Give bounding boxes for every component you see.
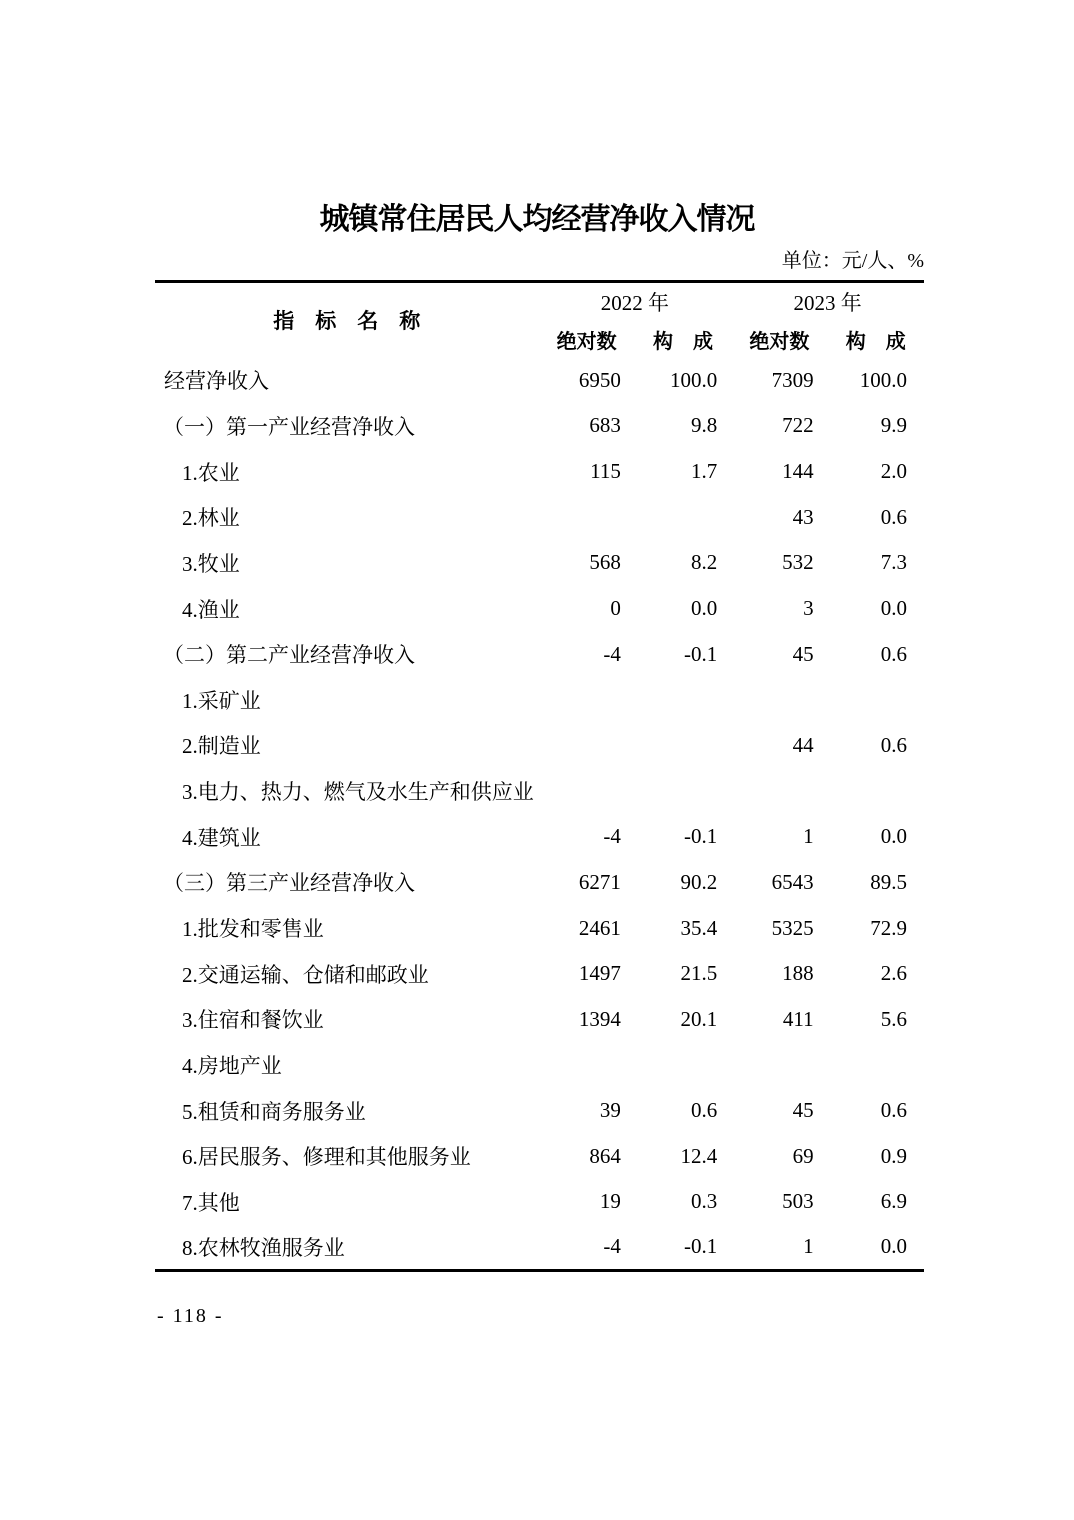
table-row [155,814,924,860]
value-cell: 1497 [578,961,621,986]
value-cell: 683 [589,413,621,438]
value-cell [828,768,924,814]
value-cell: 0.6 [880,732,907,757]
table-row [155,860,924,906]
value-cell: 568 [589,550,621,575]
value-cell: 0 [610,596,621,621]
value-cell: 1.7 [690,459,718,484]
indicator-name: 经营净收入 [164,369,269,394]
value-cell [731,677,827,723]
value-cell: 21.5 [680,961,718,986]
value-cell: 6950 [578,367,621,392]
value-cell: 0.3 [690,1189,718,1214]
table-body [155,358,924,1271]
value-cell [828,1042,924,1088]
value-cell: -0.1 [683,1234,718,1259]
indicator-name: 1.批发和零售业 [182,917,324,941]
value-cell: 2461 [578,915,621,940]
header-absolute-2022: 绝对数 [556,330,617,353]
indicator-name: 2.交通运输、仓储和邮政业 [182,962,429,987]
table-row [155,358,924,404]
value-cell: -4 [603,824,621,849]
value-cell: 100.0 [859,367,907,392]
table-row [155,1225,924,1271]
value-cell: 115 [590,459,621,484]
value-cell: 5325 [771,915,814,940]
indicator-name: 3.电力、热力、燃气及水生产和供应业 [182,780,534,805]
value-cell [538,1042,634,1088]
value-cell: 1 [803,1234,814,1259]
value-cell: -4 [603,1234,621,1259]
indicator-name: （一）第一产业经营净收入 [163,414,415,439]
indicator-name: 1.农业 [182,460,240,485]
value-cell [731,1042,827,1088]
indicator-name: 8.农林牧渔服务业 [182,1235,345,1260]
value-cell: 1394 [578,1006,621,1031]
value-cell: 3 [803,596,814,621]
indicator-name: 6.居民服务、修理和其他服务业 [182,1145,471,1170]
value-cell [538,677,634,723]
table-row [155,951,924,997]
value-cell: 12.4 [680,1143,718,1168]
value-cell: 45 [792,1098,814,1123]
value-cell: 90.2 [680,869,718,894]
value-cell: 43 [792,504,814,529]
value-cell: 7309 [771,367,814,392]
indicator-name: （二）第二产业经营净收入 [163,643,415,668]
value-cell [635,677,731,723]
value-cell [731,768,827,814]
value-cell [538,768,634,814]
header-year-2022: 2022 年 [600,290,669,315]
value-cell: 39 [599,1098,621,1123]
value-cell: 2.0 [880,459,907,484]
value-cell [635,1042,731,1088]
value-cell: 20.1 [680,1006,718,1031]
value-cell: 1 [803,824,814,849]
table-row [155,631,924,677]
table-row [155,1042,924,1088]
value-cell: -0.1 [683,824,718,849]
value-cell: 19 [599,1189,621,1214]
table-header [155,282,924,358]
value-cell: 100.0 [669,367,718,392]
income-table [155,280,924,1272]
value-cell: 45 [792,641,814,666]
value-cell [538,723,634,769]
value-cell: 89.5 [870,869,907,894]
value-cell: 6543 [771,869,814,894]
value-cell: 722 [782,413,814,438]
value-cell: 0.0 [880,824,907,849]
table-row [155,677,924,723]
header-year-row [155,282,924,321]
value-cell: 8.2 [690,550,718,575]
table-row [155,768,924,814]
table-row [155,723,924,769]
table-row [155,1133,924,1179]
value-cell: 69 [792,1143,814,1168]
table-row [155,1088,924,1134]
value-cell: 0.6 [880,504,907,529]
indicator-name: 4.渔业 [182,597,240,622]
table-row [155,403,924,449]
value-cell: -4 [603,641,621,666]
indicator-name: 4.建筑业 [182,825,261,850]
value-cell: 0.6 [690,1098,718,1123]
value-cell: 9.8 [690,413,718,438]
value-cell: 188 [782,961,814,986]
table-row [155,494,924,540]
value-cell [635,768,731,814]
header-indicator-label: 指 标 名 称 [273,310,421,334]
indicator-name: 5.租赁和商务服务业 [182,1099,366,1124]
table-row [155,905,924,951]
table-row [155,586,924,632]
indicator-name: 4.房地产业 [182,1053,282,1078]
value-cell: 0.0 [880,1234,907,1259]
table-row [155,1179,924,1225]
value-cell: 6271 [578,869,621,894]
table-row [155,540,924,586]
page-title: 城镇常住居民人均经营净收入情况 [319,203,755,236]
value-cell: -0.1 [683,641,718,666]
header-composition-2023: 构 成 [845,330,906,353]
value-cell: 0.9 [880,1143,907,1168]
header-composition-2022: 构 成 [653,330,714,353]
value-cell: 5.6 [880,1006,907,1031]
value-cell: 6.9 [880,1189,907,1214]
value-cell: 0.0 [690,596,718,621]
value-cell: 864 [589,1143,621,1168]
indicator-name: 2.制造业 [182,734,261,759]
value-cell: 0.0 [880,596,907,621]
indicator-name: 3.住宿和餐饮业 [182,1008,324,1033]
value-cell: 7.3 [880,550,907,575]
table-row [155,449,924,495]
table-row [155,996,924,1042]
value-cell: 503 [782,1189,814,1214]
header-absolute-2023: 绝对数 [749,330,810,353]
value-cell: 2.6 [880,961,907,986]
indicator-name: 3.牧业 [182,551,240,576]
unit-note: 单位：元/人、% [781,250,924,272]
value-cell [635,494,731,540]
value-cell: 72.9 [870,915,907,940]
value-cell: 532 [782,550,814,575]
indicator-name: 2.林业 [182,506,240,531]
header-year-2023: 2023 年 [793,290,862,315]
value-cell: 0.6 [880,641,907,666]
indicator-name: 7.其他 [182,1190,240,1215]
value-cell: 411 [782,1006,814,1031]
page-number: - 118 - [157,1305,224,1327]
indicator-name: （三）第三产业经营净收入 [163,871,415,896]
value-cell: 0.6 [880,1098,907,1123]
value-cell: 44 [792,732,814,757]
value-cell [635,723,731,769]
value-cell [538,494,634,540]
value-cell [828,677,924,723]
value-cell: 9.9 [880,413,907,438]
value-cell: 144 [782,459,814,484]
indicator-name: 1.采矿业 [182,688,261,713]
value-cell: 35.4 [680,915,718,940]
